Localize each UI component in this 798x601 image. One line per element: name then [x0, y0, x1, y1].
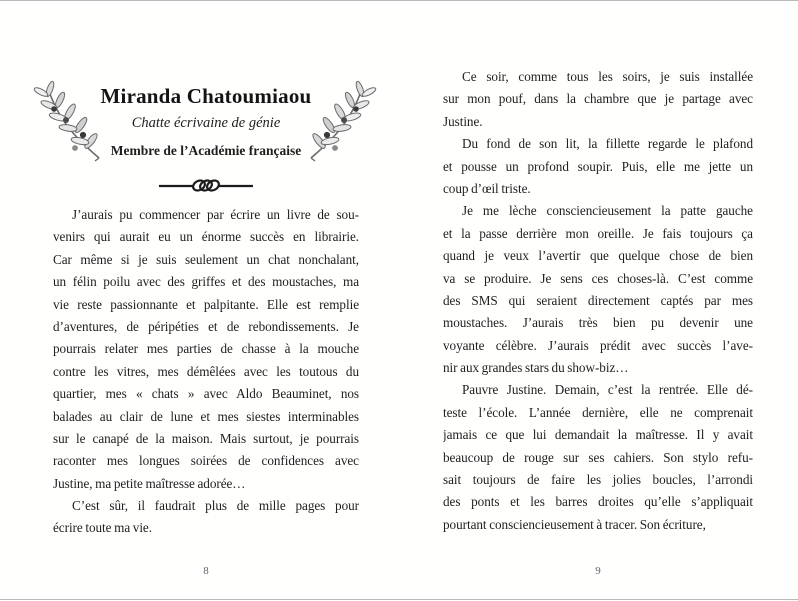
- text-line: J’aurais pu commencer par écrire un livre de sou-: [72, 207, 359, 222]
- chapter-header: [53, 84, 359, 198]
- olive-branch-icon: [309, 78, 377, 164]
- text-line: Du fond de son lit, la fillette regarde le plafond: [462, 136, 753, 152]
- author-subtitle: Chatte écrivaine de génie: [131, 115, 281, 131]
- text-line: moustaches. J’aurais très bien pu devenir une: [443, 315, 753, 331]
- text-line: d’aventures, de péripéties et de rebondissements. Je: [53, 318, 359, 334]
- text-line: sur mon pouf, dans la chambre que je partage avec: [443, 91, 753, 107]
- text-line: nir aux grandes stars du show-biz…: [443, 360, 629, 376]
- section-divider: [53, 174, 359, 198]
- text-line: C’est sûr, il faudrait plus de mille pages pour: [72, 498, 359, 514]
- author-affiliation: Membre de l’Académie française: [110, 143, 302, 158]
- text-line: pourtant consciencieusement à tracer. Son écriture,: [443, 516, 706, 532]
- paragraph: [53, 204, 359, 495]
- text-line: balades au clair de lune et mes siestes interminables: [53, 408, 359, 424]
- page-number-right: 9: [595, 565, 601, 577]
- paragraph: [443, 66, 753, 133]
- text-line: va se produire. Je sens ces choses-là. C’est comme: [443, 270, 753, 286]
- right-page-text: [443, 66, 753, 536]
- left-page: [53, 84, 359, 554]
- text-line: vie reste passionnante et palpitante. Elle est remplie: [53, 296, 359, 312]
- text-line: raconter mes longues soirées de confidences avec: [53, 453, 359, 469]
- text-line: pourrais relater mes parties de chasse à la mouche: [53, 341, 359, 357]
- text-line: teste l’école. L’année dernière, elle ne comprenait: [443, 404, 753, 420]
- text-line: Ce soir, comme tous les soirs, je suis installée: [462, 69, 753, 84]
- text-line: écrire toute ma vie.: [53, 520, 152, 536]
- top-rule: [0, 0, 798, 1]
- left-page-text: [53, 204, 359, 540]
- author-name: Miranda Chatoumiaou: [100, 84, 312, 108]
- text-line: quartier, mes « chats » avec Aldo Beauminet, nos: [53, 386, 359, 402]
- text-line: contre les vitres, mes démêlées avec les toutous du: [53, 363, 359, 379]
- knot-divider-icon: [158, 174, 254, 198]
- text-line: Car même si je suis seulement un chat nonchalant,: [53, 251, 359, 267]
- paragraph: [443, 200, 753, 379]
- text-line: un félin poilu avec des griffes et des moustaches, ma: [53, 274, 359, 290]
- text-line: et pousse un profond soupir. Puis, elle me jette un: [443, 158, 753, 174]
- page-number-left: 8: [203, 565, 209, 577]
- text-line: Pauvre Justine. Demain, c’est la rentrée. Elle dé-: [462, 382, 753, 398]
- paragraph: [53, 495, 359, 540]
- text-line: coup d’œil triste.: [443, 180, 531, 196]
- text-line: Justine, ma petite maîtresse adorée…: [53, 475, 246, 491]
- text-line: voyante célèbre. J’aurais prédit avec succès l’ave-: [443, 337, 753, 353]
- text-line: venirs qui aurait eu un énorme succès en librairie.: [53, 229, 359, 245]
- text-line: sait toujours de faire les jolies boucles, l’arrondi: [443, 472, 753, 488]
- text-line: et la passe derrière mon oreille. Je fais toujours ça: [443, 225, 753, 241]
- olive-branch-icon: [33, 78, 101, 164]
- text-line: des ponts et les barres droites qu’elle s’appliquait: [443, 494, 753, 510]
- right-page: [443, 66, 753, 536]
- text-line: quand je veux l’avertir que quelque chose de bien: [443, 248, 753, 264]
- text-line: Je me lèche consciencieusement la patte gauche: [462, 203, 753, 219]
- bottom-rule: [0, 599, 798, 600]
- text-line: des SMS qui seraient directement captés par mes: [443, 292, 753, 308]
- paragraph: [443, 133, 753, 200]
- paragraph: [443, 379, 753, 536]
- text-line: beaucoup de rouge sur ses cahiers. Son stylo refu-: [443, 449, 753, 465]
- text-line: jamais ce que lui demandait la maîtresse. Il y avait: [443, 427, 753, 443]
- text-line: Justine.: [443, 113, 483, 129]
- text-line: sur le canapé de la maison. Mais surtout, je pourrais: [53, 430, 359, 446]
